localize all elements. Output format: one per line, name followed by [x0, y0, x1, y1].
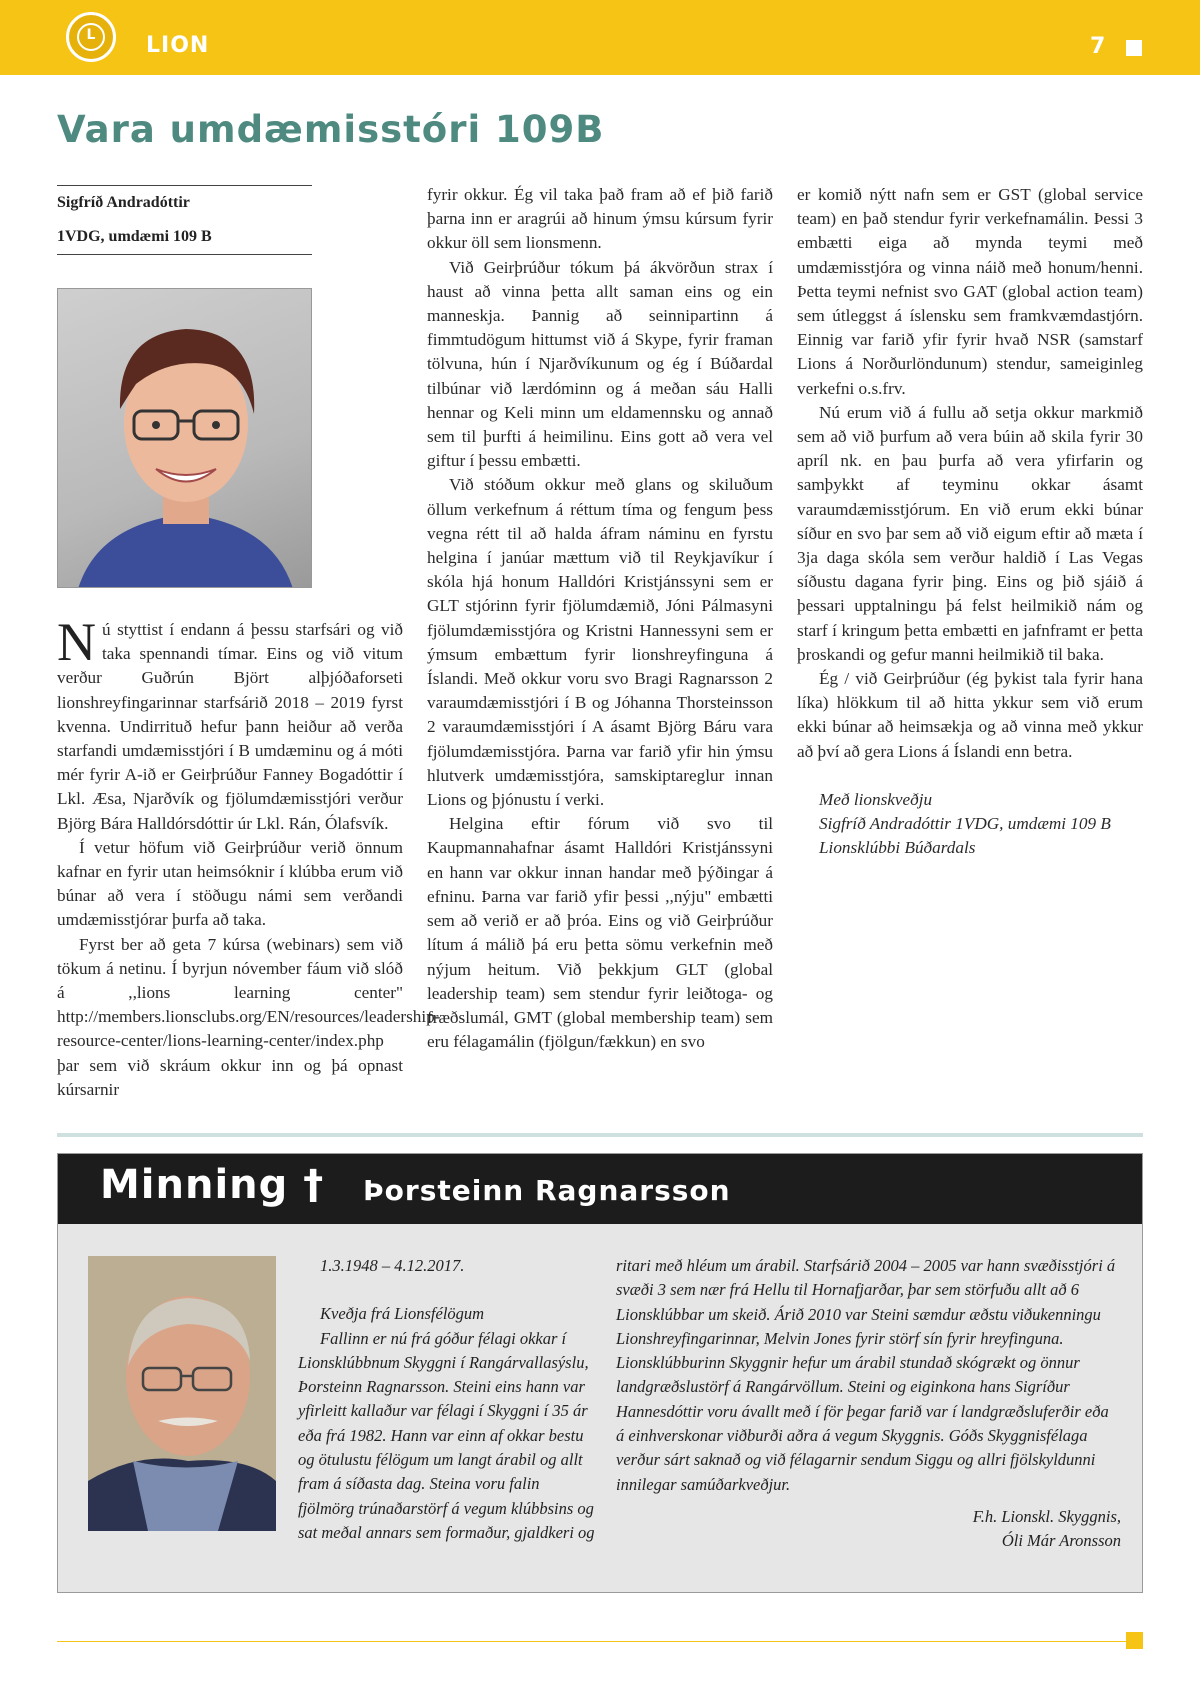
memorial-column-1 [298, 1254, 598, 1545]
magazine-title: LION [146, 33, 210, 58]
footer-marker [1126, 1632, 1143, 1649]
paragraph: Við stóðum okkur með glans og skiluðum öllum verkefnum á réttum tíma og fengum þess vegna rétt til að halda áfram náminu en fyrstu helgina í janúar mættum við til Reykjavíkur í skóla hjá honum Halldóri Kristjánssyni sem er GLT stjórinn fyrir fjölumdæmið, Jóni Pálmasyni fjölumdæmisstjóra og Kristni Hannessyni sem er ýmsum embættum fyrir lionshreyfinguna á Íslandi. Með okkur voru svo Bragi Ragnarsson 2 varaumdæmisstjóri í B og Jóhanna Thorsteinsson 2 varaumdæmisstjóri í A ásamt Björg Báru vara fjölumdæmisstjóra. Þarna var farið yfir hin ýmsu hlutverk umdæmisstjóra, samskiptareglur innan Lions og þjónustu í verki. [427, 475, 773, 810]
paragraph: er komið nýtt nafn sem er GST (global service team) en það stendur fyrir verkefnamálin. Þessi 3 embætti eiga að mynda teymi með umdæmisstjóra og vinna náið með honum/henni. Þetta teymi nefnist svo GAT (global action team) sem útleggst á íslensku sem framkvæmdastjórn. Einnig var farið yfir fyrir hvað NSR (samstarf Lions á Norðurlöndunum) stendur, sameiginleg verkefni o.s.frv. [797, 185, 1143, 398]
memorial-greeting: Kveðja frá Lionsfélögum [320, 1304, 485, 1324]
memorial-signature [616, 1505, 1121, 1554]
article-column-2 [427, 183, 773, 1054]
memorial-heading: Minning † [100, 1162, 325, 1208]
paragraph: Í vetur höfum við Geirþrúður verið önnum kafnar en fyrir utan heimsóknir í klúbba erum við búnar að vera í stöðugu námi sem verðandi umdæmisstjórar þurfa að taka. [57, 837, 403, 930]
page-number: 7 [1090, 34, 1106, 59]
memorial-box [57, 1153, 1143, 1593]
signature-line: Óli Már Aronsson [1001, 1531, 1121, 1551]
paragraph: Nú erum við á fullu að setja okkur markmið sem að við þurfum að vera búin að skila fyrir 30 apríl nk. en þau þurfa að vera yfirfarin og samþykkt af teyminu okkar ásamt varaumdæmisstjórum. En við erum ekki búnar síður en svo þar sem að við eigum eftir að mæta í 3ja daga skóla sem verður haldið í Las Vegas síðustu dagana fyrir þing. Eins og þið sjáið á þessari upptalningu þá felst heilmikið nám og starf í kringum þetta embætti en jafnframt er þetta þroskandi og gefur manni heilmikið til baka. [797, 402, 1143, 664]
article-column-1 [57, 612, 441, 1102]
paragraph: fyrir okkur. Ég vil taka það fram að ef þið farið þarna inn er aragrúi að hinum ýmsu kúrsum fyrir okkur öll sem lionsmenn. [427, 185, 773, 253]
memorial-photo [88, 1256, 276, 1531]
memorial-dates: 1.3.1948 – 4.12.2017. [320, 1256, 465, 1275]
memorial-text: Fallinn er nú frá góður félagi okkar í Lionsklúbbnum Skyggni í Rangárvallasýslu, Þorsteinn Ragnarsson. Steini eins hann var yfirleitt kallaður var félagi í Skyggni í 35 ár eða frá 1982. Hann var einn af okkar bestu og ötulustu félögum um langt árabil og allt fram á síðasta dag. Steina voru falin fjölmörg trúnaðarstörf á vegum klúbbsins og sat meðal annars sem formaður, gjaldkeri og [298, 1328, 595, 1542]
page-marker [1126, 40, 1142, 56]
paragraph: Við Geirþrúður tókum þá ákvörðun strax í haust að vinna þetta allt saman eins og ein manneskja. Þannig að seinnipartinn á fimmtudögum hittumst við á Skype, fyrir framan tölvuna, hún í Njarðvíkunum og ég í Búðardal tilbúnar við lærdóminn og á meðan sáu Halli hennar og Keli minn um eldamennsku og annað sem til þurfti á heimilinu. Eins gott að vera vel giftur í þessu embætti. [427, 257, 773, 471]
drop-cap: N [57, 612, 96, 672]
signoff-line: Lionsklúbbi Búðardals [819, 837, 976, 857]
article-column-3 [797, 183, 1143, 860]
signature-line: F.h. Lionskl. Skyggnis, [972, 1506, 1121, 1526]
paragraph: Fyrst ber að geta 7 kúrsa (webinars) sem við tökum á netinu. Í byrjun nóvember fáum við slóð á ,,lions learning center" http://members.lionsclubs.org/EN/resources/leadership-resource-center/lions-learning-center/index.php þar sem við skráum okkur inn og þá opnast kúrsarnir [57, 934, 441, 1099]
signoff-line: Með lionskveðju [819, 789, 933, 809]
memorial-column-2 [616, 1254, 1121, 1554]
paragraph: Helgina eftir fórum við svo til Kaupmannahafnar ásamt Halldóri Kristjánssyni en hann var okkur innan handar með þýðingar á efninu. Þarna var farið yfir þessi ,,nýju" embætti sem að verið er að þróa. Eins og við Geirþrúður lítum á málið þá eru þetta sömu verkefnin með nýjum heitum. Við þekkjum GLT (global leadership team) sem stendur fyrir leiðtoga- og fræðslumál, GMT (global membership team) sem eru félagamálin (fjölgun/fækkun) en svo [427, 814, 773, 1052]
memorial-name: Þorsteinn Ragnarsson [363, 1174, 731, 1207]
memorial-text: ritari með hléum um árabil. Starfsárið 2004 – 2005 var hann svæðisstjóri á svæði 3 sem nær frá Hellu til Hornafjarðar, þar sem störfuðu allt að 6 Lionsklúbbar um skeið. Árið 2010 var Steini sæmdur æðstu viðukenningu Lionshreyfingarinnar, Melvin Jones fyrir störf sín fyrir hreyfinguna. Lionsklúbburinn Skyggnir hefur um árabil stundað skógrækt og önnur landgræðslustörf á Rangárvöllum. Steini og eiginkona hans Sigríður Hannesdóttir voru ávallt með í för þegar farið var í landgræðsluferðir eða á einhverskonar viðburði aðra á vegum Skyggnis. Góðs Skyggnisfélaga verður sárt saknað og við félagarnir sendum Siggu og allri fjölskyldunni innilegar samúðarkveðjur. [616, 1256, 1116, 1494]
lions-logo-icon: L [66, 12, 116, 62]
header-bar [0, 0, 1200, 75]
author-name: Sigfríð Andradóttir [57, 194, 190, 211]
footer-rule [57, 1641, 1132, 1642]
author-block [57, 185, 312, 255]
memorial-header [58, 1154, 1142, 1224]
signoff-line: Sigfríð Andradóttir 1VDG, umdæmi 109 B [819, 813, 1111, 833]
author-role: 1VDG, umdæmi 109 B [57, 228, 212, 245]
author-portrait [57, 288, 312, 588]
paragraph: ú styttist í endann á þessu starfsári og við taka spennandi tímar. Eins og við vitum verður Guðrún Björt alþjóðaforseti lionshreyfingarinnar starfsárið 2018 – 2019 fyrst kvenna. Undirrituð hefur þann heiður að verða starfandi umdæmisstjóri í B umdæminu og á móti mér fyrir A-ið er Geirþrúður Fanney Bogadóttir í Lkl. Æsa, Njarðvík og fjölumdæmisstjóri verður Björg Bára Halldórsdóttir úr Lkl. Rán, Ólafsvík. [57, 620, 403, 833]
article-signoff [797, 788, 1143, 860]
section-divider [57, 1133, 1143, 1137]
paragraph: Ég / við Geirþrúður (ég þykist tala fyrir hana líka) hlökkum til að hitta ykkur sem við erum ekki búnar að heimsækja og að vinna með ykkur að því að gera Lions á Íslandi enn betra. [797, 669, 1143, 761]
article-title: Vara umdæmisstóri 109B [57, 108, 605, 151]
